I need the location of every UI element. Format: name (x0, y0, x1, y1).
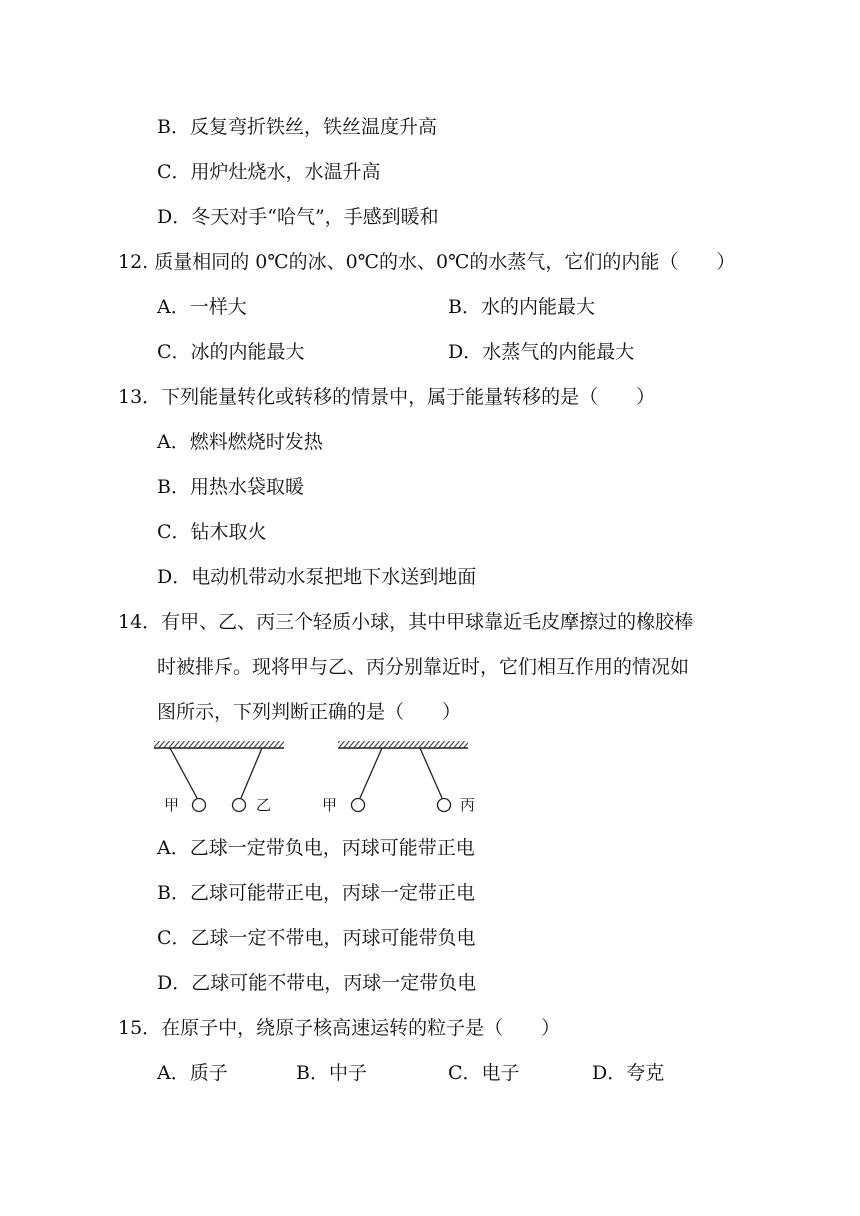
q14-option-c: C．乙球一定不带电，丙球可能带负电 (157, 927, 476, 949)
ball-jia-right (352, 799, 365, 812)
q14-stem-line-3: 图所示，下列判断正确的是（ ） (157, 701, 462, 723)
label-bing: 丙 (460, 796, 476, 814)
q13-option-b: B．用热水袋取暖 (157, 476, 304, 498)
q11-option-d: D．冬天对手“哈气”，手感到暖和 (157, 206, 439, 228)
q13-option-a: A．燃料燃烧时发热 (157, 431, 323, 453)
right-ceiling (338, 741, 468, 748)
q12-stem: 12. 质量相同的 0℃的冰、0℃的水、0℃的水蒸气，它们的内能（ ） (118, 251, 736, 273)
label-jia-right: 甲 (322, 796, 338, 814)
q12-option-c: C．冰的内能最大 (157, 341, 305, 363)
q14-figure (150, 738, 480, 824)
q11-option-b: B．反复弯折铁丝，铁丝温度升高 (157, 116, 437, 138)
right-string-2 (420, 748, 442, 798)
q12-option-d: D．水蒸气的内能最大 (448, 341, 635, 363)
ball-bing (438, 799, 451, 812)
left-string-2 (241, 748, 262, 798)
q12-option-a: A．一样大 (157, 296, 247, 318)
right-string-1 (360, 748, 382, 798)
q14-option-a: A．乙球一定带负电，丙球可能带正电 (157, 837, 475, 859)
left-string-1 (170, 748, 197, 798)
label-jia-left: 甲 (164, 796, 180, 814)
right-pair (322, 741, 475, 814)
left-ceiling (154, 741, 284, 748)
ball-yi (233, 799, 246, 812)
q11-option-c: C．用炉灶烧水，水温升高 (157, 161, 381, 183)
q15-option-d: D．夸克 (592, 1062, 665, 1084)
left-pair (154, 741, 284, 814)
q15-option-b: B．中子 (296, 1062, 367, 1084)
q15-option-a: A．质子 (157, 1062, 228, 1084)
q13-stem: 13．下列能量转化或转移的情景中，属于能量转移的是（ ） (118, 386, 656, 408)
q14-option-b: B．乙球可能带正电，丙球一定带正电 (157, 882, 475, 904)
q15-option-c: C．电子 (448, 1062, 520, 1084)
q15-stem: 15．在原子中，绕原子核高速运转的粒子是（ ） (118, 1017, 561, 1039)
q14-stem-line-1: 14．有甲、乙、丙三个轻质小球，其中甲球靠近毛皮摩擦过的橡胶棒 (118, 611, 694, 633)
q13-option-d: D．电动机带动水泵把地下水送到地面 (157, 566, 477, 588)
label-yi: 乙 (256, 796, 272, 814)
q14-option-d: D．乙球可能不带电，丙球一定带负电 (157, 972, 477, 994)
ball-jia-left (193, 799, 206, 812)
q13-option-c: C．钻木取火 (157, 521, 267, 543)
q12-option-b: B．水的内能最大 (448, 296, 595, 318)
q14-stem-line-2: 时被排斥。现将甲与乙、丙分别靠近时，它们相互作用的情况如 (157, 656, 690, 678)
